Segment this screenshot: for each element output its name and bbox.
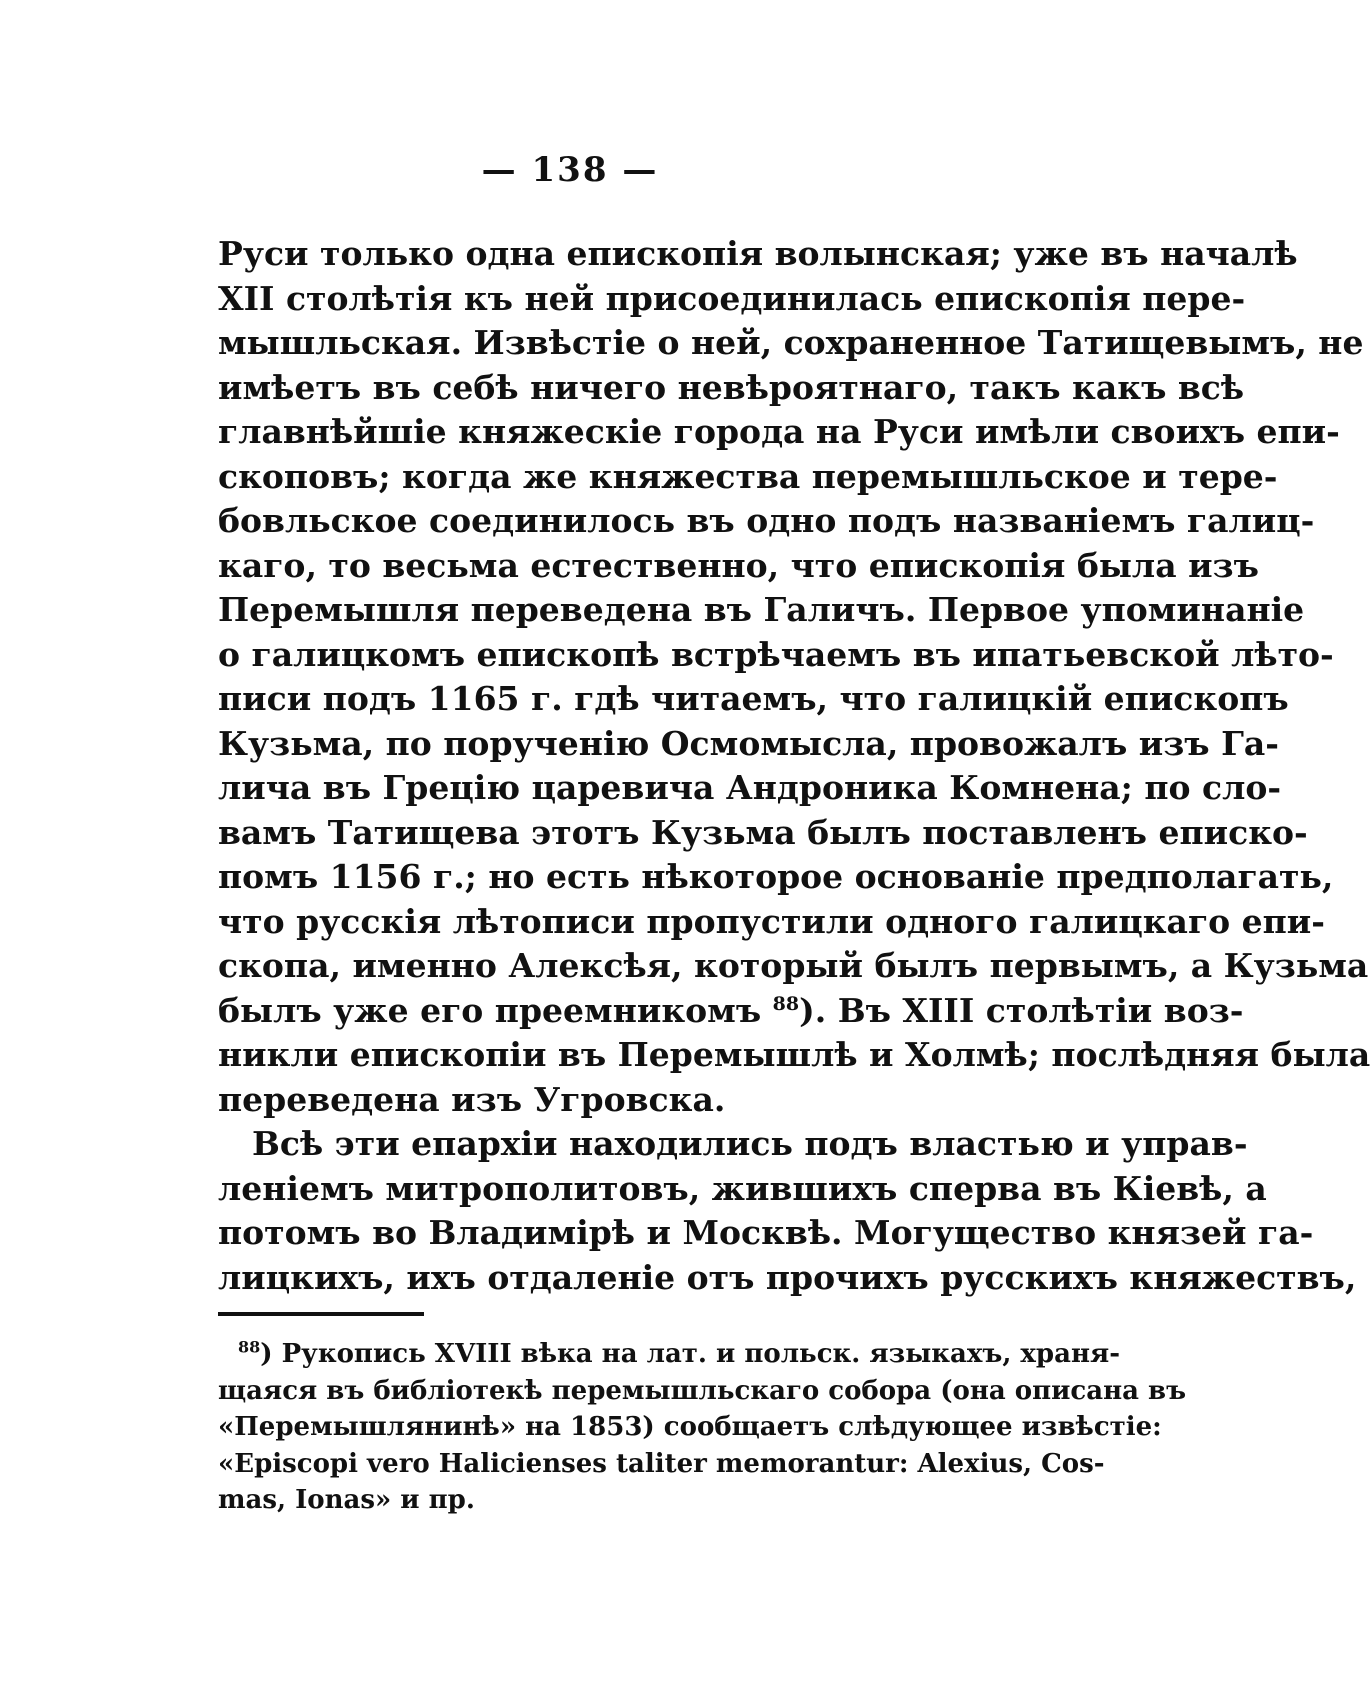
text-line-with-footnote-ref xyxy=(218,989,1244,1034)
text-line: каго, то весьма естественно, что епископія была изъ xyxy=(218,545,1259,585)
footnote-reference: 88 xyxy=(772,992,800,1015)
text-segment: былъ уже его преемникомъ xyxy=(218,990,762,1030)
text-line: скопа, именно Алексѣя, который былъ первымъ, а Кузьма xyxy=(218,946,1369,985)
text-line: скоповъ; когда же княжества перемышльское и тере- xyxy=(218,456,1278,496)
footnote-mark: 88 xyxy=(238,1337,261,1357)
text-line: мышльская. Извѣстіе о ней, сохраненное Татищевымъ, не xyxy=(218,323,1364,362)
text-line: имѣетъ въ себѣ ничего невѣроятнаго, такъ какъ всѣ xyxy=(218,367,1245,407)
text-line: лича въ Грецію царевича Андроника Комнена; по сло- xyxy=(218,768,1282,807)
footnote-divider xyxy=(218,1312,424,1316)
text-line: лицкихъ, ихъ отдаленіе отъ прочихъ русскихъ княжествъ, xyxy=(218,1257,1357,1297)
footnote-line: mas, Ionas» и пр. xyxy=(218,1485,475,1515)
text-line: никли епископіи въ Перемышлѣ и Холмѣ; послѣдняя была xyxy=(218,1035,1370,1074)
text-line: потомъ во Владимірѣ и Москвѣ. Могущество князей га- xyxy=(218,1213,1314,1252)
text-line: бовльское соединилось въ одно подъ названіемъ галиц- xyxy=(218,501,1315,540)
paragraph-last-line: переведена изъ Угровска. xyxy=(218,1079,726,1119)
footnote-line xyxy=(218,1336,1120,1373)
text-line: писи подъ 1165 г. гдѣ читаемъ, что галицкій епископъ xyxy=(218,679,1289,718)
text-segment: ). Въ XIII столѣтіи воз- xyxy=(799,990,1244,1030)
footnote-line: «Episcopi vero Halicienses taliter memorantur: Alexius, Cos- xyxy=(218,1448,1105,1479)
main-text xyxy=(218,232,1370,1300)
text-segment: ) Рукопись XVIII вѣка на лат. и польск. языкахъ, храня- xyxy=(260,1339,1120,1369)
page-number: — 138 — xyxy=(481,150,659,190)
text-line: вамъ Татищева этотъ Кузьма былъ поставленъ еписко- xyxy=(218,812,1308,852)
text-line: помъ 1156 г.; но есть нѣкоторое основаніе предполагать, xyxy=(218,857,1334,896)
paragraph-first-line: Всѣ эти епархіи находились подъ властью и управ- xyxy=(252,1124,1248,1163)
text-line: Руси только одна епископія волынская; уже въ началѣ xyxy=(218,234,1298,273)
text-line: о галицкомъ епископѣ встрѣчаемъ въ ипатьевской лѣто- xyxy=(218,634,1334,674)
text-line: Кузьма, по порученію Осмомысла, провожалъ изъ Га- xyxy=(218,723,1279,763)
footnote-line: щаяся въ библіотекѣ перемышльскаго собора (она описана въ xyxy=(218,1375,1187,1406)
text-line: главнѣйшіе княжескіе города на Руси имѣли своихъ епи- xyxy=(218,412,1340,451)
text-line: Перемышля переведена въ Галичъ. Первое упоминаніе xyxy=(218,590,1305,629)
text-line: что русскія лѣтописи пропустили одного галицкаго епи- xyxy=(218,901,1325,941)
footnote xyxy=(218,1336,1187,1519)
text-line: леніемъ митрополитовъ, жившихъ сперва въ Кіевѣ, а xyxy=(218,1168,1267,1208)
footnote-line: «Перемышлянинѣ» на 1853) сообщаетъ слѣдующее извѣстіе: xyxy=(218,1412,1162,1442)
text-line: XII столѣтія къ ней присоединилась епископія пере- xyxy=(218,278,1246,318)
